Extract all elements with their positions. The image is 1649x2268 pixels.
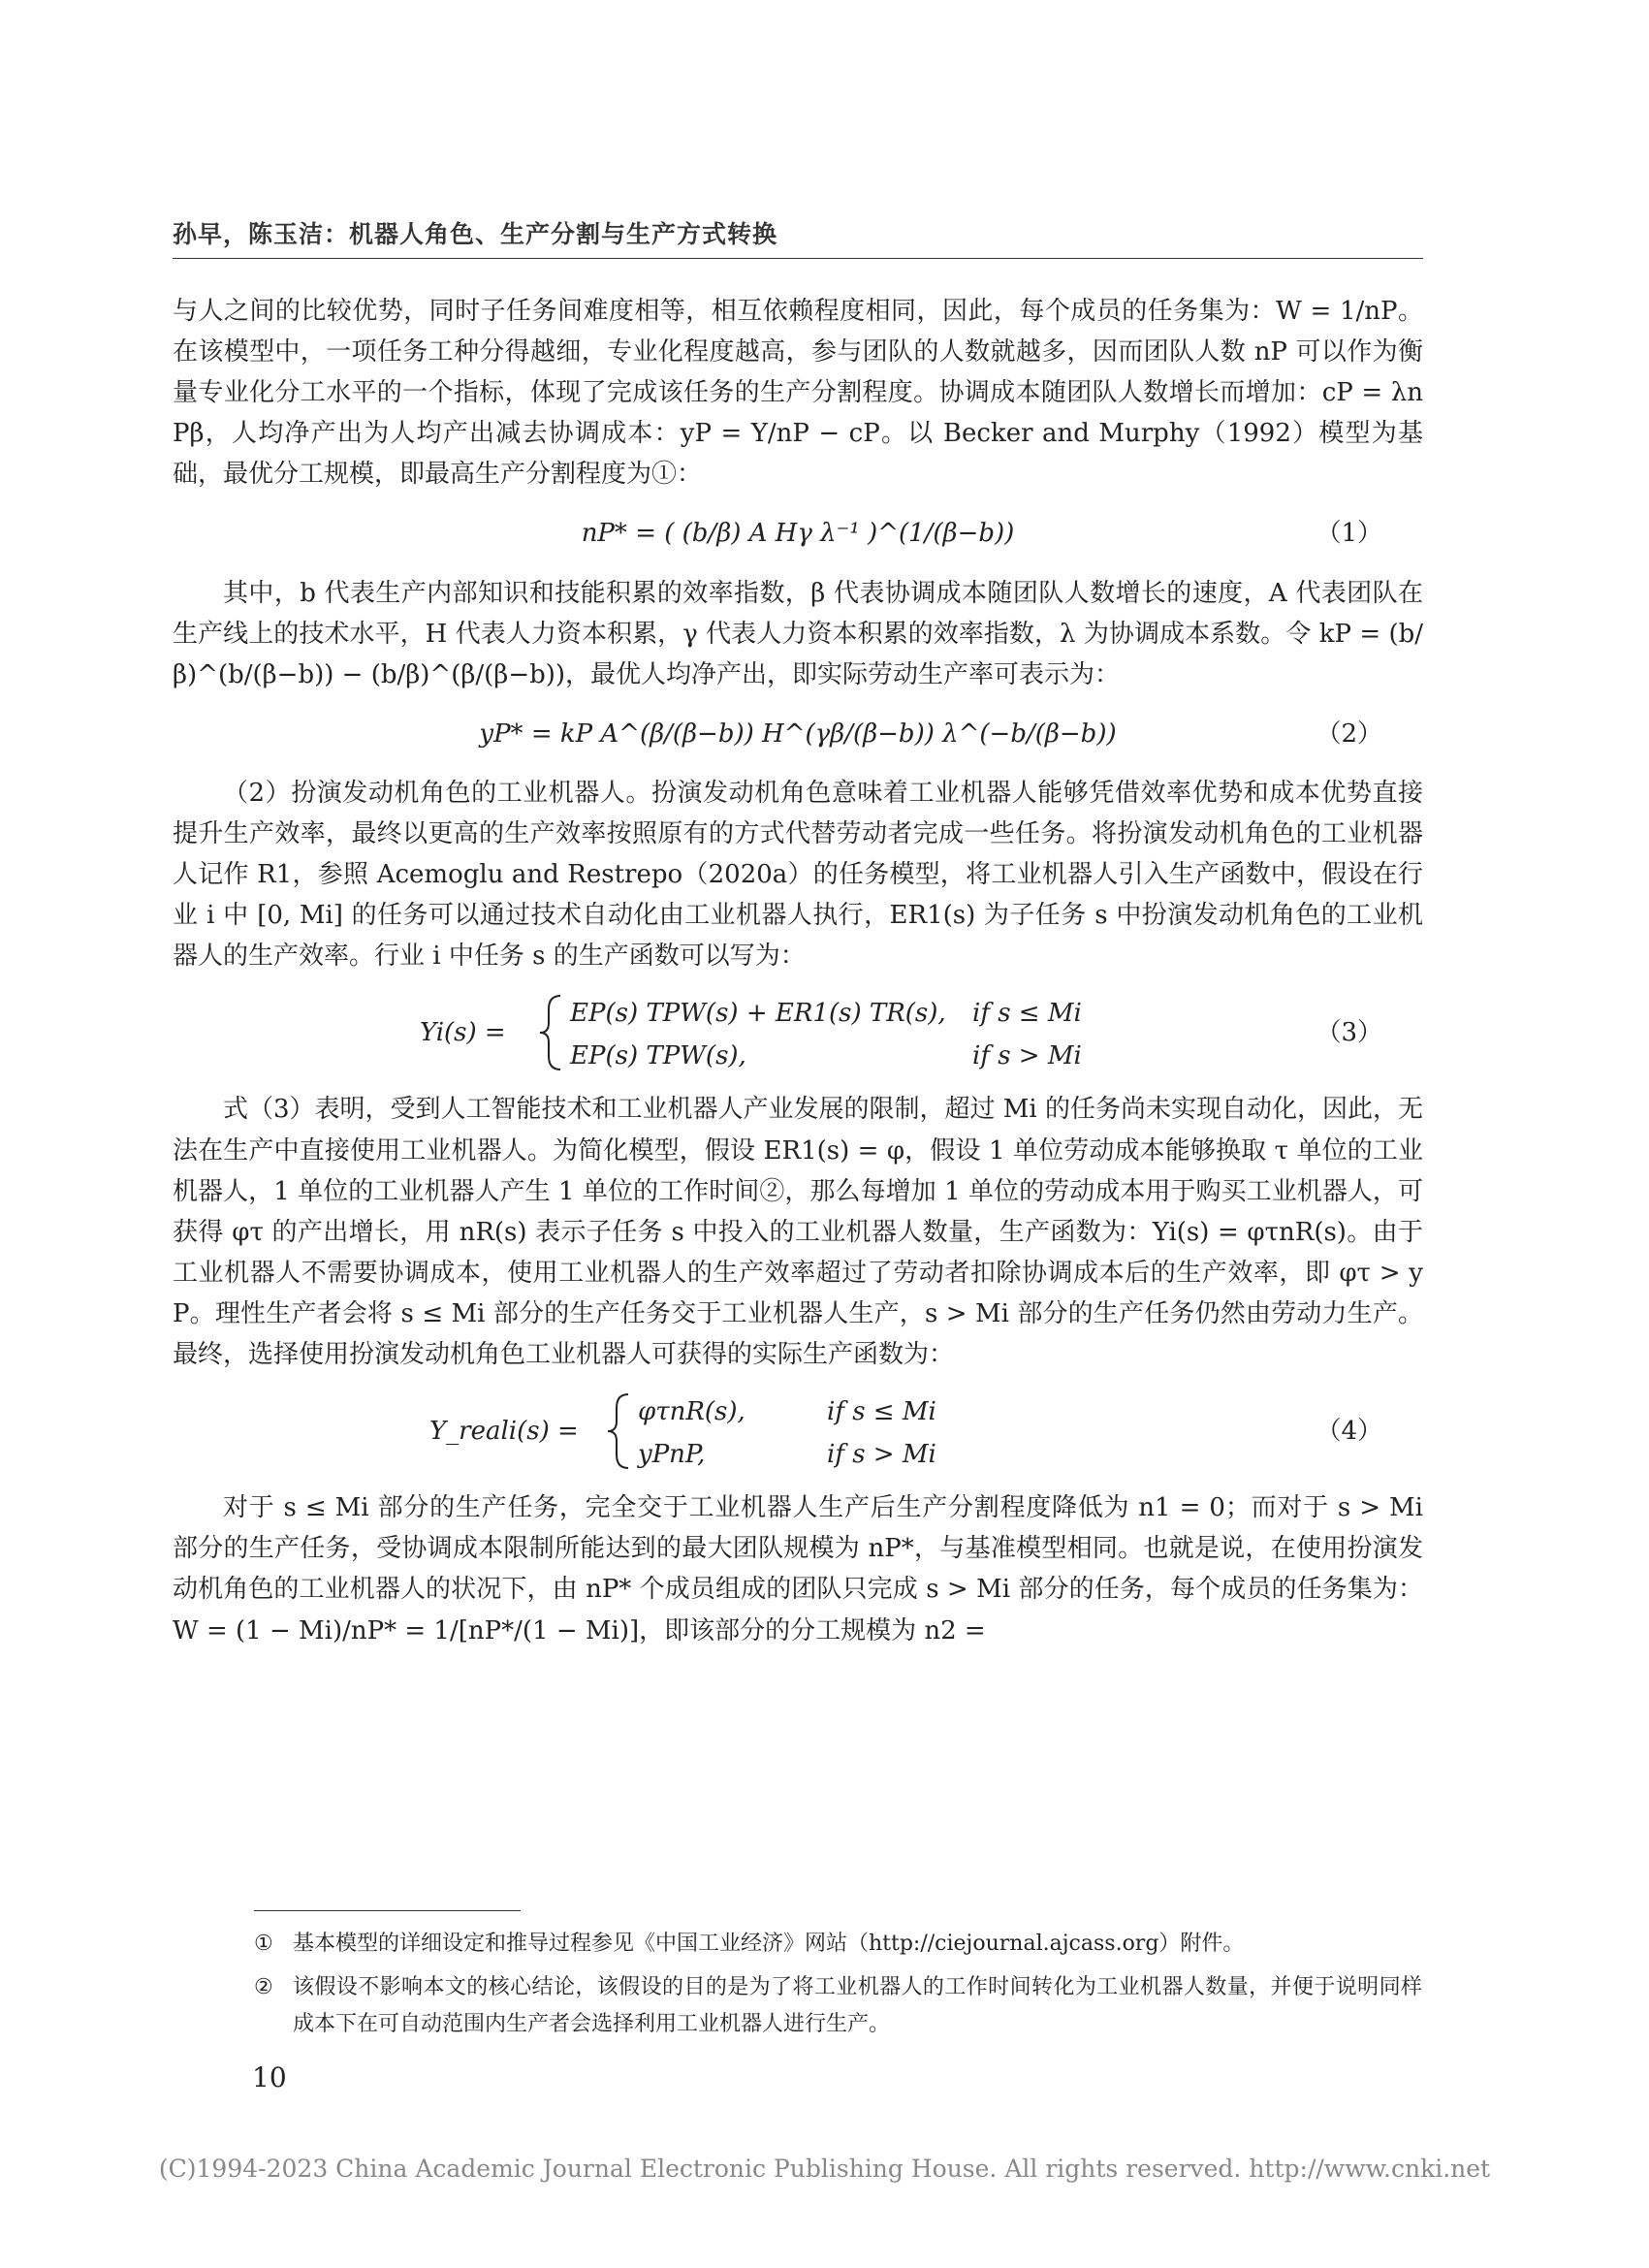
footnotes bbox=[254, 1926, 1422, 2050]
footnote-1-text: 基本模型的详细设定和推导过程参见《中国工业经济》网站（http://ciejournal.ajcass.org）附件。 bbox=[293, 1932, 1245, 1956]
equation-3-condition-2: if s > Mi bbox=[972, 1041, 1082, 1071]
paragraph-3: （2）扮演发动机角色的工业机器人。扮演发动机角色意味着工业机器人能够凭借效率优势和成本优势直接提升生产效率，最终以更高的生产效率按照原有的方式代替劳动者完成一些任务。将扮演发动机角色的工业机器人记作 R1，参照 Acemoglu and Restrepo（2020a）的任务模型，将工业机器人引入生产函数中，假设在行业 i 中 [0, Mi] 的任务可以通过技术自动化由工业机器人执行，ER1(s) 为子任务 s 中扮演发动机角色的工业机器人的生产效率。行业 i 中任务 s 的生产函数可以写为： bbox=[173, 778, 1423, 972]
equation-2-number: （2） bbox=[1316, 719, 1382, 749]
equation-3-graphic bbox=[371, 984, 1224, 1081]
equation-4-condition-1: if s ≤ Mi bbox=[827, 1397, 936, 1427]
equation-4-condition-2: if s > Mi bbox=[827, 1440, 936, 1470]
equation-3-number: （3） bbox=[1316, 1018, 1382, 1048]
footnote-1-mark: ① bbox=[254, 1932, 273, 1956]
page-number: 10 bbox=[252, 2061, 287, 2093]
equation-4-case-1: φτnR(s), bbox=[638, 1397, 745, 1427]
equation-3-case-2: EP(s) TPW(s), bbox=[570, 1041, 746, 1071]
equation-3 bbox=[173, 980, 1423, 1085]
equation-4-brace bbox=[608, 1394, 628, 1468]
equation-1 bbox=[173, 499, 1423, 569]
equation-4-number: （4） bbox=[1316, 1417, 1382, 1447]
footnote-2 bbox=[254, 1969, 1422, 2042]
equation-3-case-1: EP(s) TPW(s) + ER1(s) TR(s), bbox=[570, 999, 946, 1029]
paragraph-5: 对于 s ≤ Mi 部分的生产任务，完全交于工业机器人生产后生产分割程度降低为 n1 = 0；而对于 s > Mi 部分的生产任务，受协调成本限制所能达到的最大团队规模为 nP*，与基准模型相同。也就是说，在使用扮演发动机角色的工业机器人的状况下，由 nP* 个成员组成的团队只完成 s > Mi 部分的任务，每个成员的任务集为：W = (1 − Mi)/nP* = 1/[nP*/(1 − Mi)]，即该部分的分工规模为 n2 = bbox=[173, 1493, 1423, 1645]
body-text bbox=[173, 291, 1423, 1654]
paragraph-4: 式（3）表明，受到人工智能技术和工业机器人产业发展的限制，超过 Mi 的任务尚未实现自动化，因此，无法在生产中直接使用工业机器人。为简化模型，假设 ER1(s) = φ，假设 1 单位劳动成本能够换取 τ 单位的工业机器人，1 单位的工业机器人产生 1 单位的工作时间②，那么每增加 1 单位的劳动成本用于购买工业机器人，可获得 φτ 的产出增长，用 nR(s) 表示子任务 s 中投入的工业机器人数量，生产函数为：Yi(s) = φτnR(s)。由于工业机器人不需要协调成本，使用工业机器人的生产效率超过了劳动者扣除协调成本后的生产效率，即 φτ > yP。理性生产者会将 s ≤ Mi 部分的生产任务交于工业机器人生产，s > Mi 部分的生产任务仍然由劳动力生产。最终，选择使用扮演发动机角色工业机器人可获得的实际生产函数为： bbox=[173, 1095, 1424, 1370]
equation-1-number: （1） bbox=[1316, 519, 1382, 549]
paragraph-1: 与人之间的比较优势，同时子任务间难度相等，相互依赖程度相同，因此，每个成员的任务集为：W = 1/nP。在该模型中，一项任务工种分得越细，专业化程度越高，参与团队的人数就越多，因而团队人数 nP 可以作为衡量专业化分工水平的一个指标，体现了完成该任务的生产分割程度。协调成本随团队人数增长而增加：cP = λnPβ，人均净产出为人均产出减去协调成本：yP = Y/nP − cP。以 Becker and Murphy（1992）模型为基础，最优分工规模，即最高生产分割程度为①： bbox=[173, 297, 1423, 490]
equation-2 bbox=[173, 699, 1423, 769]
equation-2-formula: yP* = kP A^(β/(β−b)) H^(γβ/(β−b)) λ^(−b/(β−b)) bbox=[479, 719, 1117, 749]
copyright-notice: (C)1994-2023 China Academic Journal Electronic Publishing House. All rights reserved. http://www.cnki.net bbox=[158, 2155, 1491, 2183]
equation-1-formula: nP* = ( (b/β) A Hγ λ⁻¹ )^(1/(β−b)) bbox=[581, 519, 1015, 549]
equation-3-condition-1: if s ≤ Mi bbox=[972, 999, 1082, 1029]
equation-3-lhs: Yi(s) = bbox=[420, 1018, 506, 1048]
equation-4-lhs: Y_reali(s) = bbox=[429, 1417, 579, 1447]
footnote-rule bbox=[254, 1910, 521, 1911]
equation-4-case-2: yPnP, bbox=[638, 1440, 706, 1470]
paragraph-2: 其中，b 代表生产内部知识和技能积累的效率指数，β 代表协调成本随团队人数增长的速度，A 代表团队在生产线上的技术水平，H 代表人力资本积累，γ 代表人力资本积累的效率指数，λ 为协调成本系数。令 kP = (b/β)^(b/(β−b)) − (b/β)^(β/(β−b))，最优人均净产出，即实际劳动生产率可表示为： bbox=[173, 578, 1423, 689]
footnote-2-mark: ② bbox=[254, 1975, 273, 2000]
footnote-1 bbox=[254, 1926, 1422, 1962]
footnote-2-text: 该假设不影响本文的核心结论，该假设的目的是为了将工业机器人的工作时间转化为工业机器人数量，并便于说明同样成本下在可自动范围内生产者会选择利用工业机器人进行生产。 bbox=[293, 1975, 1422, 2036]
equation-4 bbox=[173, 1379, 1423, 1484]
header-rule bbox=[173, 258, 1423, 259]
running-header: 孙早，陈玉洁：机器人角色、生产分割与生产方式转换 bbox=[173, 220, 778, 248]
equation-4-graphic bbox=[371, 1383, 1224, 1480]
equation-3-brace bbox=[540, 996, 560, 1070]
